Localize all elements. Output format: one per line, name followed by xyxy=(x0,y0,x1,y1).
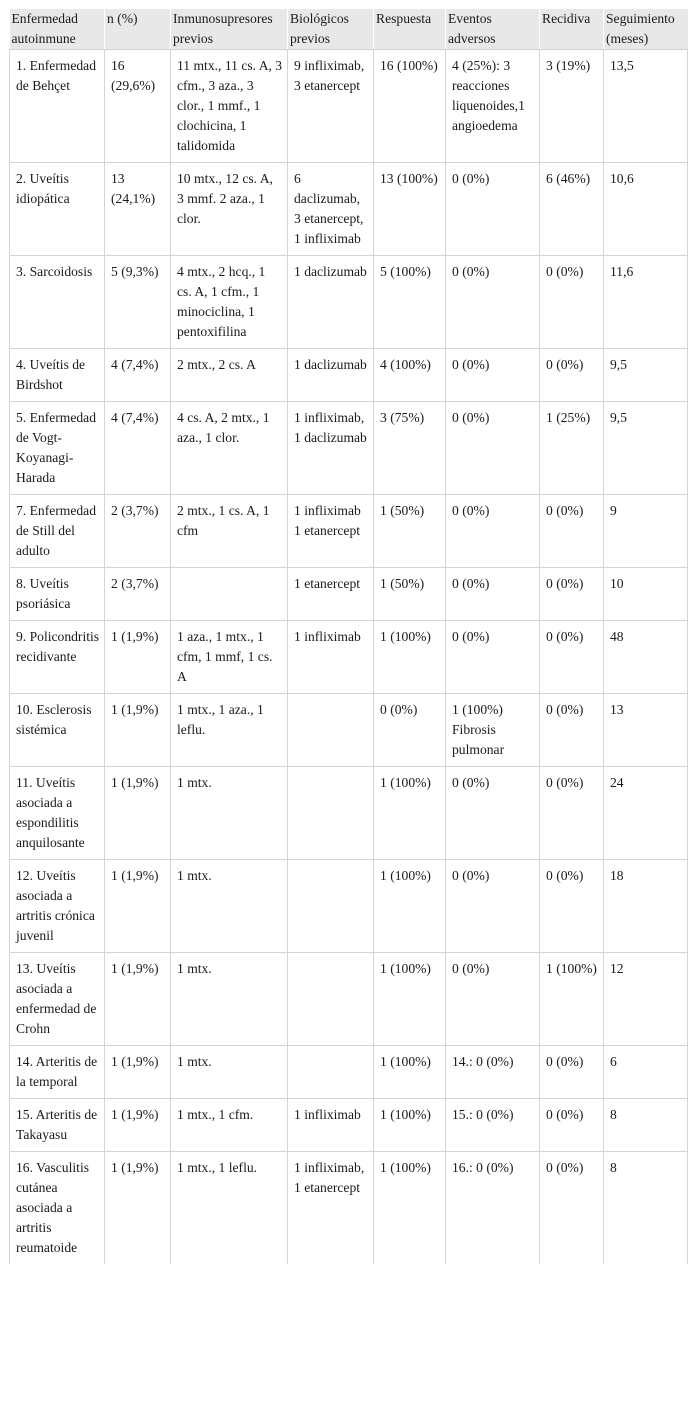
table-row xyxy=(10,953,688,1046)
cell-seguimiento: 8 xyxy=(604,1152,688,1265)
cell-seguimiento: 12 xyxy=(604,953,688,1046)
cell-seguimiento: 6 xyxy=(604,1046,688,1099)
cell-seguimiento: 8 xyxy=(604,1099,688,1152)
table-row xyxy=(10,1152,688,1265)
cell-biologicos xyxy=(288,953,374,1046)
cell-eventos: 0 (0%) xyxy=(446,349,540,402)
data-table xyxy=(9,9,688,1264)
header-row xyxy=(10,9,688,50)
cell-seguimiento: 9,5 xyxy=(604,349,688,402)
cell-n: 13 (24,1%) xyxy=(105,163,171,256)
cell-enfermedad: 8. Uveítis psoriásica xyxy=(10,568,105,621)
cell-respuesta: 0 (0%) xyxy=(374,694,446,767)
cell-enfermedad: 9. Policondritis recidivante xyxy=(10,621,105,694)
cell-respuesta: 1 (100%) xyxy=(374,953,446,1046)
table-row xyxy=(10,256,688,349)
cell-seguimiento: 48 xyxy=(604,621,688,694)
cell-enfermedad: 1. Enfermedad de Behçet xyxy=(10,50,105,163)
cell-biologicos xyxy=(288,767,374,860)
header-respuesta: Respuesta xyxy=(374,9,446,50)
cell-n: 2 (3,7%) xyxy=(105,495,171,568)
cell-recidiva: 1 (25%) xyxy=(540,402,604,495)
cell-eventos: 0 (0%) xyxy=(446,860,540,953)
table-row xyxy=(10,621,688,694)
cell-recidiva: 0 (0%) xyxy=(540,860,604,953)
cell-inmunosupresores: 1 mtx. xyxy=(171,953,288,1046)
cell-eventos: 1 (100%) Fibrosis pulmonar xyxy=(446,694,540,767)
cell-inmunosupresores: 1 mtx. xyxy=(171,1046,288,1099)
cell-seguimiento: 18 xyxy=(604,860,688,953)
table-row xyxy=(10,50,688,163)
cell-inmunosupresores: 1 mtx., 1 aza., 1 leflu. xyxy=(171,694,288,767)
cell-eventos: 0 (0%) xyxy=(446,402,540,495)
cell-inmunosupresores: 4 cs. A, 2 mtx., 1 aza., 1 clor. xyxy=(171,402,288,495)
cell-respuesta: 1 (100%) xyxy=(374,1046,446,1099)
cell-inmunosupresores: 1 aza., 1 mtx., 1 cfm, 1 mmf, 1 cs. A xyxy=(171,621,288,694)
cell-recidiva: 0 (0%) xyxy=(540,495,604,568)
cell-inmunosupresores: 10 mtx., 12 cs. A, 3 mmf. 2 aza., 1 clor. xyxy=(171,163,288,256)
cell-n: 4 (7,4%) xyxy=(105,349,171,402)
cell-respuesta: 4 (100%) xyxy=(374,349,446,402)
cell-recidiva: 0 (0%) xyxy=(540,1152,604,1265)
cell-n: 1 (1,9%) xyxy=(105,621,171,694)
cell-biologicos: 1 daclizumab xyxy=(288,349,374,402)
cell-enfermedad: 12. Uveítis asociada a artritis crónica juvenil xyxy=(10,860,105,953)
cell-respuesta: 1 (100%) xyxy=(374,621,446,694)
cell-respuesta: 5 (100%) xyxy=(374,256,446,349)
cell-biologicos: 1 infliximab, 1 daclizumab xyxy=(288,402,374,495)
cell-eventos: 14.: 0 (0%) xyxy=(446,1046,540,1099)
cell-n: 1 (1,9%) xyxy=(105,1046,171,1099)
cell-inmunosupresores: 1 mtx. xyxy=(171,860,288,953)
table-row xyxy=(10,1099,688,1152)
cell-recidiva: 0 (0%) xyxy=(540,694,604,767)
cell-recidiva: 6 (46%) xyxy=(540,163,604,256)
cell-eventos: 0 (0%) xyxy=(446,163,540,256)
cell-recidiva: 3 (19%) xyxy=(540,50,604,163)
cell-recidiva: 0 (0%) xyxy=(540,767,604,860)
cell-biologicos: 1 infliximab xyxy=(288,1099,374,1152)
cell-eventos: 16.: 0 (0%) xyxy=(446,1152,540,1265)
cell-enfermedad: 5. Enfermedad de Vogt-Koyanagi-Harada xyxy=(10,402,105,495)
cell-enfermedad: 4. Uveítis de Birdshot xyxy=(10,349,105,402)
cell-eventos: 4 (25%): 3 reacciones liquenoides,1 angioedema xyxy=(446,50,540,163)
cell-respuesta: 3 (75%) xyxy=(374,402,446,495)
cell-enfermedad: 14. Arteritis de la temporal xyxy=(10,1046,105,1099)
cell-biologicos: 9 infliximab, 3 etanercept xyxy=(288,50,374,163)
cell-respuesta: 16 (100%) xyxy=(374,50,446,163)
cell-enfermedad: 2. Uveítis idiopática xyxy=(10,163,105,256)
cell-seguimiento: 9,5 xyxy=(604,402,688,495)
header-biologicos: Biológicos previos xyxy=(288,9,374,50)
cell-respuesta: 1 (100%) xyxy=(374,1152,446,1265)
cell-n: 2 (3,7%) xyxy=(105,568,171,621)
cell-enfermedad: 3. Sarcoidosis xyxy=(10,256,105,349)
table-row xyxy=(10,402,688,495)
cell-eventos: 0 (0%) xyxy=(446,256,540,349)
cell-inmunosupresores: 2 mtx., 2 cs. A xyxy=(171,349,288,402)
cell-seguimiento: 24 xyxy=(604,767,688,860)
cell-enfermedad: 16. Vasculitis cutánea asociada a artritis reumatoide xyxy=(10,1152,105,1265)
cell-enfermedad: 7. Enfermedad de Still del adulto xyxy=(10,495,105,568)
header-enfermedad: Enfermedad autoinmune xyxy=(10,9,105,50)
table-row xyxy=(10,1046,688,1099)
cell-inmunosupresores: 11 mtx., 11 cs. A, 3 cfm., 3 aza., 3 clor., 1 mmf., 1 clochicina, 1 talidomida xyxy=(171,50,288,163)
cell-respuesta: 1 (100%) xyxy=(374,1099,446,1152)
cell-biologicos xyxy=(288,1046,374,1099)
cell-recidiva: 0 (0%) xyxy=(540,1046,604,1099)
cell-biologicos xyxy=(288,694,374,767)
cell-enfermedad: 10. Esclerosis sistémica xyxy=(10,694,105,767)
cell-seguimiento: 13 xyxy=(604,694,688,767)
cell-n: 1 (1,9%) xyxy=(105,694,171,767)
cell-seguimiento: 10,6 xyxy=(604,163,688,256)
cell-inmunosupresores: 4 mtx., 2 hcq., 1 cs. A, 1 cfm., 1 minociclina, 1 pentoxifilina xyxy=(171,256,288,349)
cell-enfermedad: 13. Uveítis asociada a enfermedad de Crohn xyxy=(10,953,105,1046)
cell-biologicos: 1 etanercept xyxy=(288,568,374,621)
cell-recidiva: 1 (100%) xyxy=(540,953,604,1046)
cell-eventos: 15.: 0 (0%) xyxy=(446,1099,540,1152)
table-row xyxy=(10,349,688,402)
cell-seguimiento: 9 xyxy=(604,495,688,568)
cell-biologicos: 1 daclizumab xyxy=(288,256,374,349)
cell-recidiva: 0 (0%) xyxy=(540,568,604,621)
cell-n: 1 (1,9%) xyxy=(105,767,171,860)
cell-respuesta: 1 (100%) xyxy=(374,767,446,860)
cell-n: 1 (1,9%) xyxy=(105,953,171,1046)
table-row xyxy=(10,860,688,953)
cell-n: 1 (1,9%) xyxy=(105,1099,171,1152)
table-body xyxy=(10,50,688,1265)
cell-recidiva: 0 (0%) xyxy=(540,1099,604,1152)
cell-recidiva: 0 (0%) xyxy=(540,349,604,402)
cell-eventos: 0 (0%) xyxy=(446,621,540,694)
cell-inmunosupresores: 1 mtx., 1 cfm. xyxy=(171,1099,288,1152)
cell-inmunosupresores: 2 mtx., 1 cs. A, 1 cfm xyxy=(171,495,288,568)
header-seguimiento: Seguimiento (meses) xyxy=(604,9,688,50)
table-row xyxy=(10,163,688,256)
cell-n: 1 (1,9%) xyxy=(105,1152,171,1265)
table-row xyxy=(10,495,688,568)
header-inmunosupresores: Inmunosupresores previos xyxy=(171,9,288,50)
cell-biologicos: 1 infliximab, 1 etanercept xyxy=(288,1152,374,1265)
cell-biologicos xyxy=(288,860,374,953)
cell-respuesta: 1 (50%) xyxy=(374,568,446,621)
cell-n: 1 (1,9%) xyxy=(105,860,171,953)
table-row xyxy=(10,767,688,860)
cell-inmunosupresores xyxy=(171,568,288,621)
cell-inmunosupresores: 1 mtx. xyxy=(171,767,288,860)
cell-n: 16 (29,6%) xyxy=(105,50,171,163)
cell-seguimiento: 11,6 xyxy=(604,256,688,349)
cell-enfermedad: 15. Arteritis de Takayasu xyxy=(10,1099,105,1152)
cell-respuesta: 13 (100%) xyxy=(374,163,446,256)
table-row xyxy=(10,694,688,767)
cell-respuesta: 1 (100%) xyxy=(374,860,446,953)
cell-respuesta: 1 (50%) xyxy=(374,495,446,568)
header-eventos: Eventos adversos xyxy=(446,9,540,50)
table-header xyxy=(10,9,688,50)
header-n: n (%) xyxy=(105,9,171,50)
cell-eventos: 0 (0%) xyxy=(446,767,540,860)
cell-biologicos: 1 infliximab 1 etanercept xyxy=(288,495,374,568)
header-recidiva: Recidiva xyxy=(540,9,604,50)
cell-biologicos: 1 infliximab xyxy=(288,621,374,694)
cell-eventos: 0 (0%) xyxy=(446,568,540,621)
table-row xyxy=(10,568,688,621)
cell-seguimiento: 10 xyxy=(604,568,688,621)
cell-eventos: 0 (0%) xyxy=(446,495,540,568)
cell-recidiva: 0 (0%) xyxy=(540,256,604,349)
cell-seguimiento: 13,5 xyxy=(604,50,688,163)
cell-enfermedad: 11. Uveítis asociada a espondilitis anquilosante xyxy=(10,767,105,860)
cell-recidiva: 0 (0%) xyxy=(540,621,604,694)
cell-n: 4 (7,4%) xyxy=(105,402,171,495)
cell-biologicos: 6 daclizumab, 3 etanercept, 1 infliximab xyxy=(288,163,374,256)
cell-n: 5 (9,3%) xyxy=(105,256,171,349)
cell-inmunosupresores: 1 mtx., 1 leflu. xyxy=(171,1152,288,1265)
cell-eventos: 0 (0%) xyxy=(446,953,540,1046)
